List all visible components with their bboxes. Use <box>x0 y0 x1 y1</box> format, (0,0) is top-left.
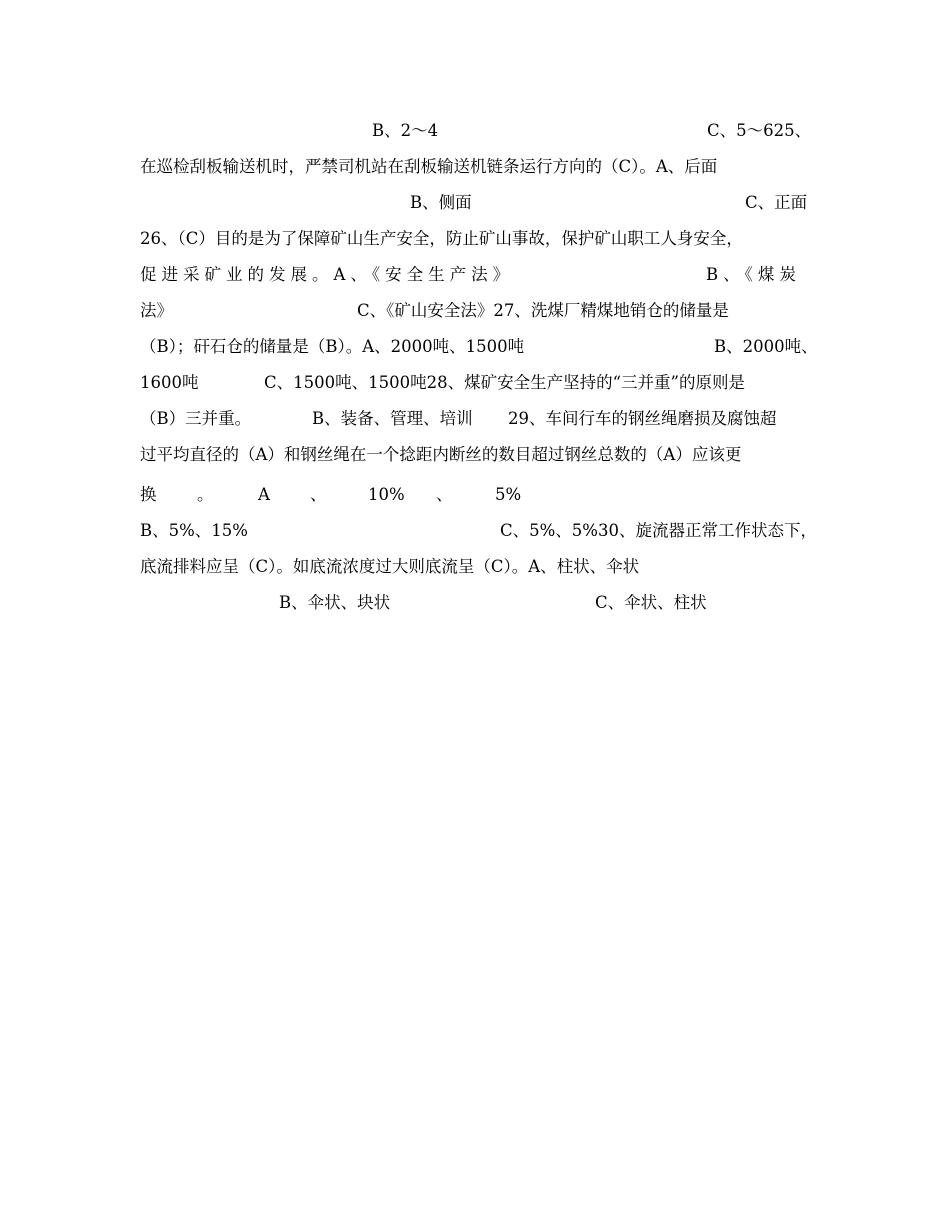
option-c: C、5～625、 <box>707 121 812 140</box>
text-line <box>0 188 950 218</box>
text-line <box>0 332 950 362</box>
text-line <box>0 368 950 398</box>
question-text: （B）三并重。 <box>140 409 252 428</box>
text-line <box>0 260 950 290</box>
option-b: B、2000吨、 <box>714 337 818 356</box>
text-line <box>0 404 950 434</box>
text-line <box>0 440 950 470</box>
punctuation: 、 <box>436 485 453 504</box>
text-line <box>0 296 950 326</box>
option-value: 5% <box>495 485 522 504</box>
text-line <box>0 588 950 618</box>
punctuation: 。 <box>197 485 214 504</box>
option-b: B、装备、管理、培训 <box>312 409 473 428</box>
question-text: 换 <box>140 485 157 504</box>
punctuation: 、 <box>310 485 327 504</box>
option-b: B、《煤炭 <box>706 265 801 284</box>
question-text: 过平均直径的（A）和钢丝绳在一个捻距内断丝的数目超过钢丝总数的（A）应该更 <box>140 445 742 464</box>
option-b: B、2～4 <box>372 121 439 140</box>
question-text: 法》 <box>140 301 173 320</box>
text-line <box>0 552 950 582</box>
option-c: C、《矿山安全法》27、洗煤厂精煤地销仓的储量是 <box>357 301 729 320</box>
question-text: 26、（C）目的是为了保障矿山生产安全，防止矿山事故，保护矿山职工人身安全， <box>140 229 743 248</box>
question-text: 底流排料应呈（C）。如底流浓度过大则底流呈（C）。A、柱状、伞状 <box>140 557 640 576</box>
text-line <box>0 224 950 254</box>
option-c: C、1500吨、1500吨28、煤矿安全生产坚持的“三并重”的原则是 <box>264 373 745 392</box>
text-line <box>0 480 950 510</box>
option-c: C、正面 <box>745 193 808 212</box>
question-text: 在巡检刮板输送机时，严禁司机站在刮板输送机链条运行方向的（C）。A、后面 <box>140 157 718 176</box>
question-text: 促进采矿业的发展。A、《安全生产法》 <box>140 265 515 284</box>
option-c: C、伞状、柱状 <box>595 593 707 612</box>
option-b: B、5%、15% <box>140 521 248 540</box>
option-a: A <box>258 485 270 504</box>
text-line <box>0 516 950 546</box>
question-text: 29、车间行车的钢丝绳磨损及腐蚀超 <box>508 409 777 428</box>
option-b: B、伞状、块状 <box>279 593 391 612</box>
option-c: C、5%、5%30、旋流器正常工作状态下， <box>500 521 817 540</box>
option-text: 1600吨 <box>140 373 199 392</box>
option-value: 10% <box>368 485 405 504</box>
text-line <box>0 116 950 146</box>
question-text: （B）；矸石仓的储量是（B）。A、2000吨、1500吨 <box>140 337 525 356</box>
option-b: B、侧面 <box>410 193 472 212</box>
text-line <box>0 152 950 182</box>
